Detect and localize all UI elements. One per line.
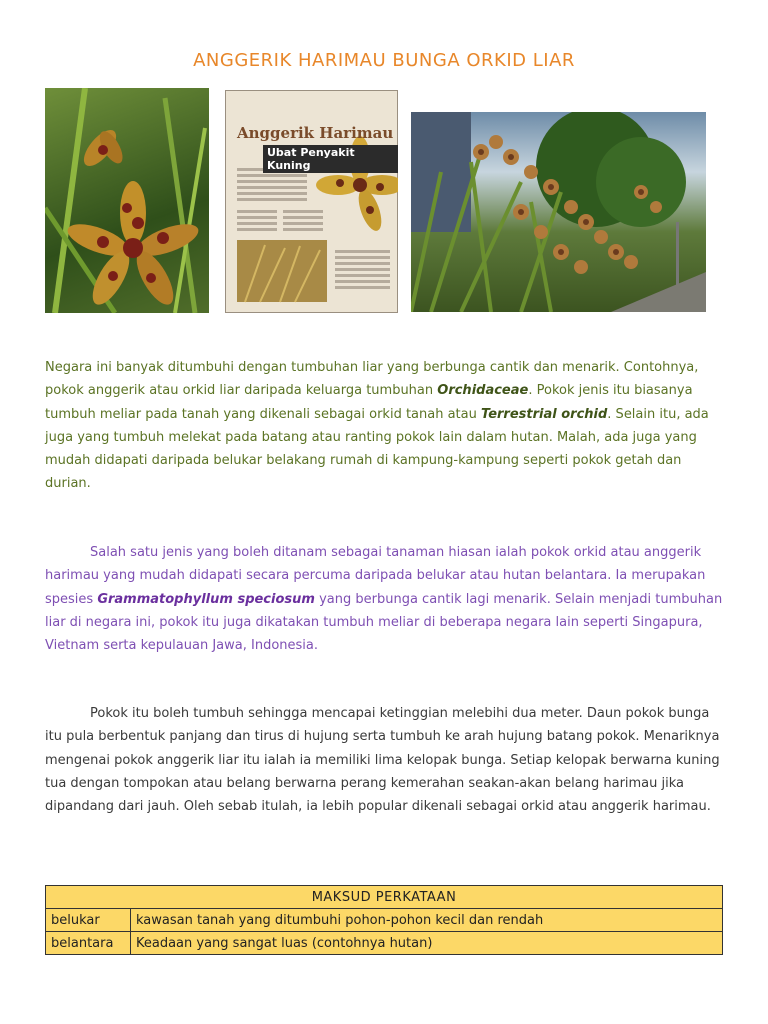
glossary-header-row [46, 886, 723, 909]
orchid-closeup-photo [45, 88, 209, 313]
intro-paragraph [45, 356, 723, 496]
terrestrial-orchid-emphasis: Terrestrial orchid [481, 406, 608, 422]
magazine-headline: Anggerik Harimau [237, 124, 394, 142]
glossary-meaning: Keadaan yang sangat luas (contohnya hutan) [131, 932, 723, 955]
orchid-plant-photo [411, 112, 706, 312]
glossary-table [45, 885, 723, 955]
description-paragraph [45, 702, 723, 818]
species-name-emphasis: Grammatophyllum speciosum [97, 591, 315, 607]
paragraph-text: Negara ini banyak ditumbuhi dengan tumbuhan liar yang berbunga cantik dan menarik. Contohnya, pokok anggerik atau orkid liar daripada keluarga tumbuhan [45, 360, 699, 399]
glossary-term: belantara [46, 932, 131, 955]
magazine-article-photo [225, 90, 398, 313]
table-row [46, 932, 723, 955]
family-name-emphasis: Orchidaceae [437, 383, 529, 399]
glossary-header: MAKSUD PERKATAAN [46, 886, 723, 909]
paragraph-text: Pokok itu boleh tumbuh sehingga mencapai ketinggian melebihi dua meter. Daun pokok bunga itu pula berbentuk panjang dan tirus di hujung serta tumbuh ke arah hujung batang pokok. Menariknya mengenai pokok anggerik liar itu ialah ia memiliki lima kelopak bunga. Setiap kelopak berwarna kuning tua dengan tompokan atau belang berwarna perang kemerahan seakan-akan belang harimau jika dipandang dari jauh. Oleh sebab itulah, ia lebih popular dikenali sebagai orkid atau anggerik harimau. [45, 706, 720, 815]
page-title: ANGGERIK HARIMAU BUNGA ORKID LIAR [193, 50, 575, 71]
paragraph-text: . Pokok jenis itu biasanya tumbuh meliar pada tanah yang dikenali sebagai orkid tanah atau [45, 383, 693, 422]
paragraph-text: Salah satu jenis yang boleh ditanam sebagai tanaman hiasan ialah pokok orkid atau anggerik harimau yang mudah didapati secara percuma daripada belukar atau hutan belantara. Ia merupakan spesies [45, 545, 706, 607]
glossary-meaning: kawasan tanah yang ditumbuhi pohon-pohon kecil dan rendah [131, 909, 723, 932]
paragraph-text: yang berbunga cantik lagi menarik. Selain menjadi tumbuhan liar di negara ini, pokok itu juga dikatakan tumbuh meliar di beberapa negara lain seperti Singapura, Vietnam serta kepulauan Jawa, Indonesia. [45, 591, 723, 654]
species-paragraph [45, 541, 723, 657]
paragraph-text: . Selain itu, ada juga yang tumbuh melekat pada batang atau ranting pokok lain dalam hutan. Malah, ada juga yang mudah didapati daripada belukar belakang rumah di kampung-kampung seperti pokok getah dan durian. [45, 406, 709, 492]
glossary-term: belukar [46, 909, 131, 932]
magazine-subheadline: Ubat Penyakit Kuning [263, 145, 398, 173]
table-row [46, 909, 723, 932]
